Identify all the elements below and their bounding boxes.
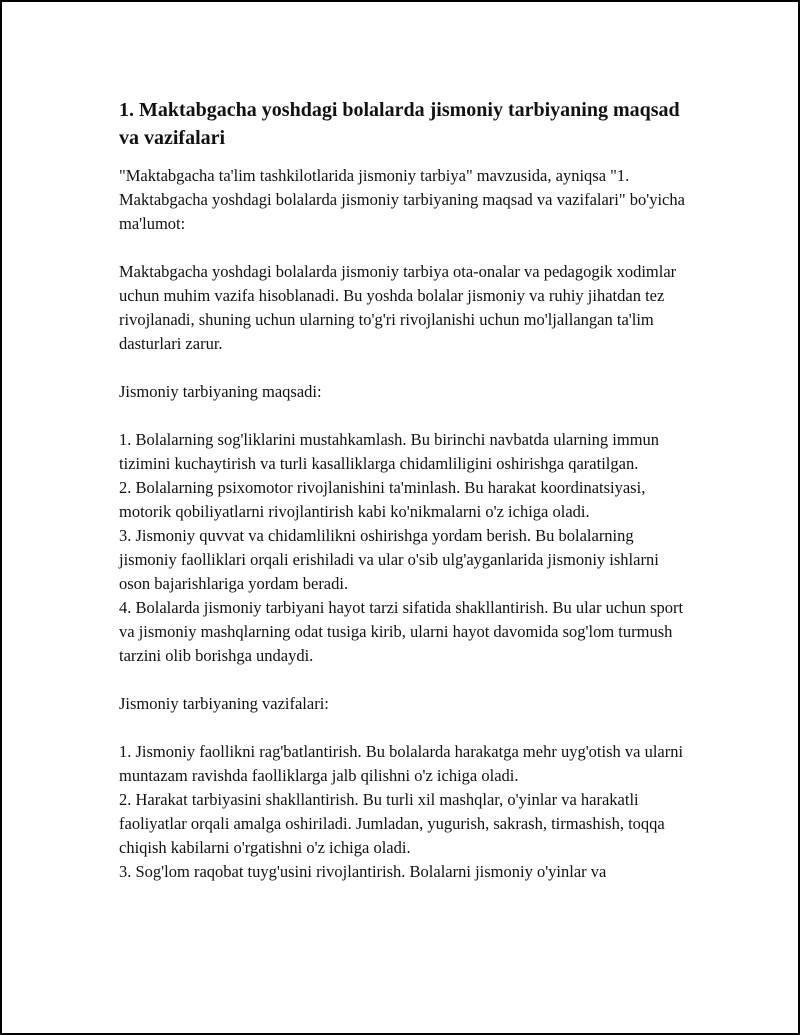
overview-paragraph: Maktabgacha yoshdagi bolalarda jismoniy tarbiya ota-onalar va pedagogik xodimlar uchun muhim vazifa hisoblanadi. Bu yoshda bolalar jismoniy va ruhiy jihatdan tez rivojlanadi, shuning uchun ularning to'g'ri rivojlanishi uchun mo'ljallangan ta'lim dasturlari zarur. — [119, 262, 677, 353]
list-item: 2. Harakat tarbiyasini shakllantirish. Bu turli xil mashqlar, o'yinlar va harakatli faoliyatlar orqali amalga oshiriladi. Jumladan, yugurish, sakrash, tirmashish, toqqa chiqish kabilarni o'rgatishni o'z ichiga oladi. — [119, 790, 665, 857]
list-item: 1. Bolalarning sog'liklarini mustahkamlash. Bu birinchi navbatda ularning immun tizimini kuchaytirish va turli kasalliklarga chidamliligini oshirishga qaratilgan. — [119, 430, 660, 473]
list-item: 1. Jismoniy faollikni rag'batlantirish. Bu bolalarda harakatga mehr uyg'otish va ularni muntazam ravishda faolliklarga jalb qilishni o'z ichiga oladi. — [119, 742, 684, 785]
list-item: 3. Jismoniy quvvat va chidamlilikni oshirishga yordam berish. Bu bolalarning jismoniy faolliklari orqali erishiladi va ular o'sib ulg'ayganlarida jismoniy ishlarni oson bajarishlariga yordam beradi. — [119, 526, 659, 593]
list-item: 2. Bolalarning psixomotor rivojlanishini ta'minlash. Bu harakat koordinatsiyasi, motorik qobiliyatlarni rivojlantirish kabi ko'nikmalarni o'z ichiga oladi. — [119, 478, 646, 521]
document-heading: 1. Maktabgacha yoshdagi bolalarda jismoniy tarbiyaning maqsad va vazifalari — [119, 99, 680, 149]
goals-list — [119, 428, 689, 668]
tasks-title: Jismoniy tarbiyaning vazifalari: — [119, 694, 329, 713]
list-item: 3. Sog'lom raqobat tuyg'usini rivojlantirish. Bolalarni jismoniy o'yinlar va — [119, 862, 607, 881]
tasks-list — [119, 740, 689, 884]
goals-title: Jismoniy tarbiyaning maqsadi: — [119, 382, 322, 401]
intro-paragraph: "Maktabgacha ta'lim tashkilotlarida jismoniy tarbiya" mavzusida, ayniqsa "1. Maktabgacha yoshdagi bolalarda jismoniy tarbiyaning maqsad va vazifalari" bo'yicha ma'lumot: — [119, 166, 685, 233]
document-body — [119, 96, 689, 908]
list-item: 4. Bolalarda jismoniy tarbiyani hayot tarzi sifatida shakllantirish. Bu ular uchun sport va jismoniy mashqlarning odat tusiga kirib, ularni hayot davomida sog'lom turmush tarzini olib borishga undaydi. — [119, 598, 684, 665]
